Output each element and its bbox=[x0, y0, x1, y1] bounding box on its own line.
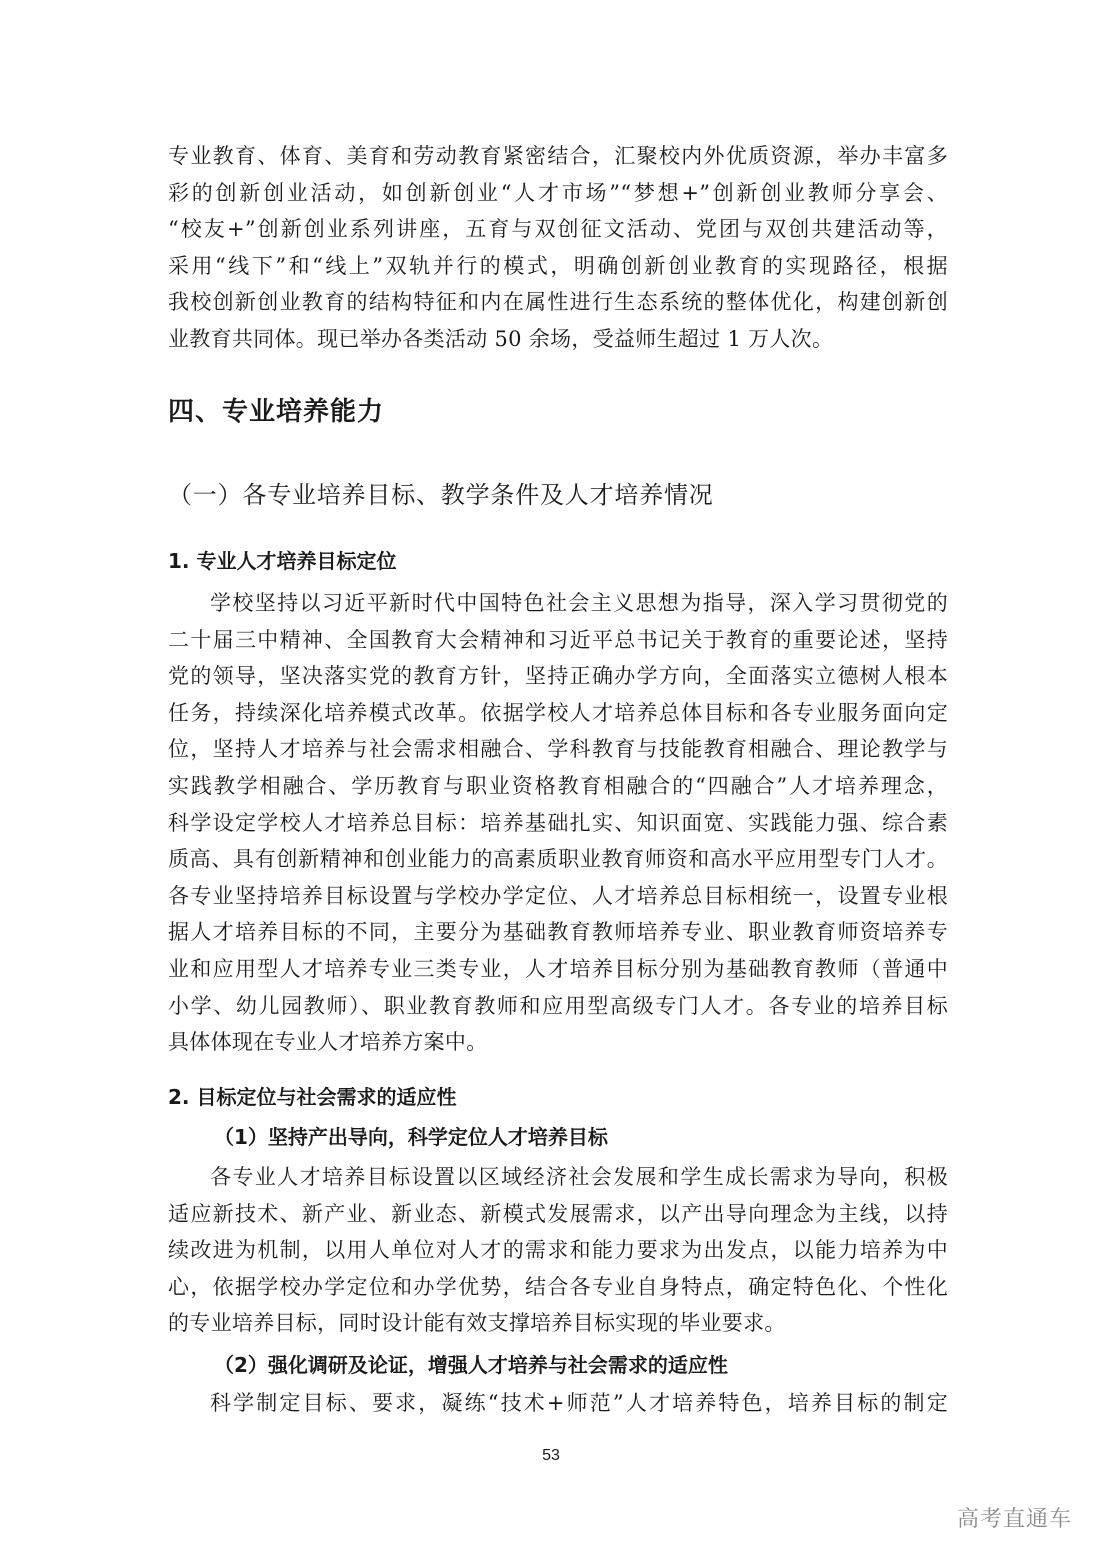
watermark: 高考直通车 bbox=[956, 1507, 1072, 1532]
section-heading: 四、专业培养能力 bbox=[168, 397, 385, 427]
paragraph-line: 各专业坚持培养目标设置与学校办学定位、人才培养总目标相统一，设置专业根 bbox=[168, 883, 948, 908]
paragraph-line: 彩的创新创业活动，如创新创业“人才市场”“梦想+”创新创业教师分享会、 bbox=[168, 180, 948, 205]
page-number: 53 bbox=[542, 1447, 560, 1464]
subitem-heading: （1）坚持产出导向，科学定位人才培养目标 bbox=[214, 1125, 608, 1149]
item1-paragraph bbox=[168, 585, 948, 1061]
paragraph-line: 我校创新创业教育的结构特征和内在属性进行生态系统的整体优化，构建创新创 bbox=[168, 290, 948, 315]
paragraph-line: 采用“线下”和“线上”双轨并行的模式，明确创新创业教育的实现路径，根据 bbox=[168, 253, 948, 278]
paragraph-line: 业教育共同体。现已举办各类活动 50 余场，受益师生超过 1 万人次。 bbox=[168, 326, 834, 351]
paragraph-line: 具体体现在专业人才培养方案中。 bbox=[168, 1030, 488, 1055]
item-heading: 2. 目标定位与社会需求的适应性 bbox=[168, 1085, 457, 1109]
intro-paragraph bbox=[168, 138, 948, 358]
paragraph-line: 二十届三中精神、全国教育大会精神和习近平总书记关于教育的重要论述，坚持 bbox=[168, 627, 948, 652]
paragraph-line: 质高、具有创新精神和创业能力的高素质职业教育师资和高水平应用型专门人才。 bbox=[168, 847, 948, 872]
paragraph-line: 业和应用型人才培养专业三类专业，人才培养目标分别为基础教育教师（普通中 bbox=[168, 956, 948, 981]
paragraph-line: 学校坚持以习近平新时代中国特色社会主义思想为指导，深入学习贯彻党的 bbox=[210, 591, 948, 615]
subsection-heading: （一）各专业培养目标、教学条件及人才培养情况 bbox=[168, 481, 714, 509]
subitem2-paragraph bbox=[168, 1385, 948, 1422]
paragraph-line: 小学、幼儿园教师）、职业教育教师和应用型高级专门人才。各专业的培养目标 bbox=[168, 993, 948, 1018]
item-heading: 1. 专业人才培养目标定位 bbox=[168, 549, 397, 573]
paragraph-line: “校友+”创新创业系列讲座，五育与双创征文活动、党团与双创共建活动等， bbox=[168, 217, 948, 242]
paragraph-line: 的专业培养目标，同时设计能有效支撑培养目标实现的毕业要求。 bbox=[168, 1311, 786, 1336]
paragraph-line: 实践教学相融合、学历教育与职业资格教育相融合的“四融合”人才培养理念， bbox=[168, 773, 948, 798]
paragraph-line: 位，坚持人才培养与社会需求相融合、学科教育与技能教育相融合、理论教学与 bbox=[168, 737, 948, 762]
paragraph-line: 适应新技术、新产业、新业态、新模式发展需求，以产出导向理念为主线，以持 bbox=[168, 1201, 948, 1226]
subitem-heading: （2）强化调研及论证，增强人才培养与社会需求的适应性 bbox=[214, 1353, 728, 1377]
paragraph-line: 续改进为机制，以用人单位对人才的需求和能力要求为出发点，以能力培养为中 bbox=[168, 1238, 948, 1263]
subitem1-paragraph bbox=[168, 1159, 948, 1342]
paragraph-line: 党的领导，坚决落实党的教育方针，坚持正确办学方向，全面落实立德树人根本 bbox=[168, 664, 948, 689]
paragraph-line: 专业教育、体育、美育和劳动教育紧密结合，汇聚校内外优质资源，举办丰富多 bbox=[168, 144, 948, 168]
paragraph-line: 据人才培养目标的不同，主要分为基础教育教师培养专业、职业教育师资培养专 bbox=[168, 920, 948, 945]
paragraph-line: 科学制定目标、要求，凝练“技术+师范”人才培养特色，培养目标的制定 bbox=[210, 1391, 948, 1415]
paragraph-line: 心，依据学校办学定位和办学优势，结合各专业自身特点，确定特色化、个性化 bbox=[168, 1274, 948, 1299]
paragraph-line: 各专业人才培养目标设置以区域经济社会发展和学生成长需求为导向，积极 bbox=[210, 1165, 948, 1189]
paragraph-line: 任务，持续深化培养模式改革。依据学校人才培养总体目标和各专业服务面向定 bbox=[168, 700, 948, 725]
paragraph-line: 科学设定学校人才培养总目标：培养基础扎实、知识面宽、实践能力强、综合素 bbox=[168, 810, 948, 835]
